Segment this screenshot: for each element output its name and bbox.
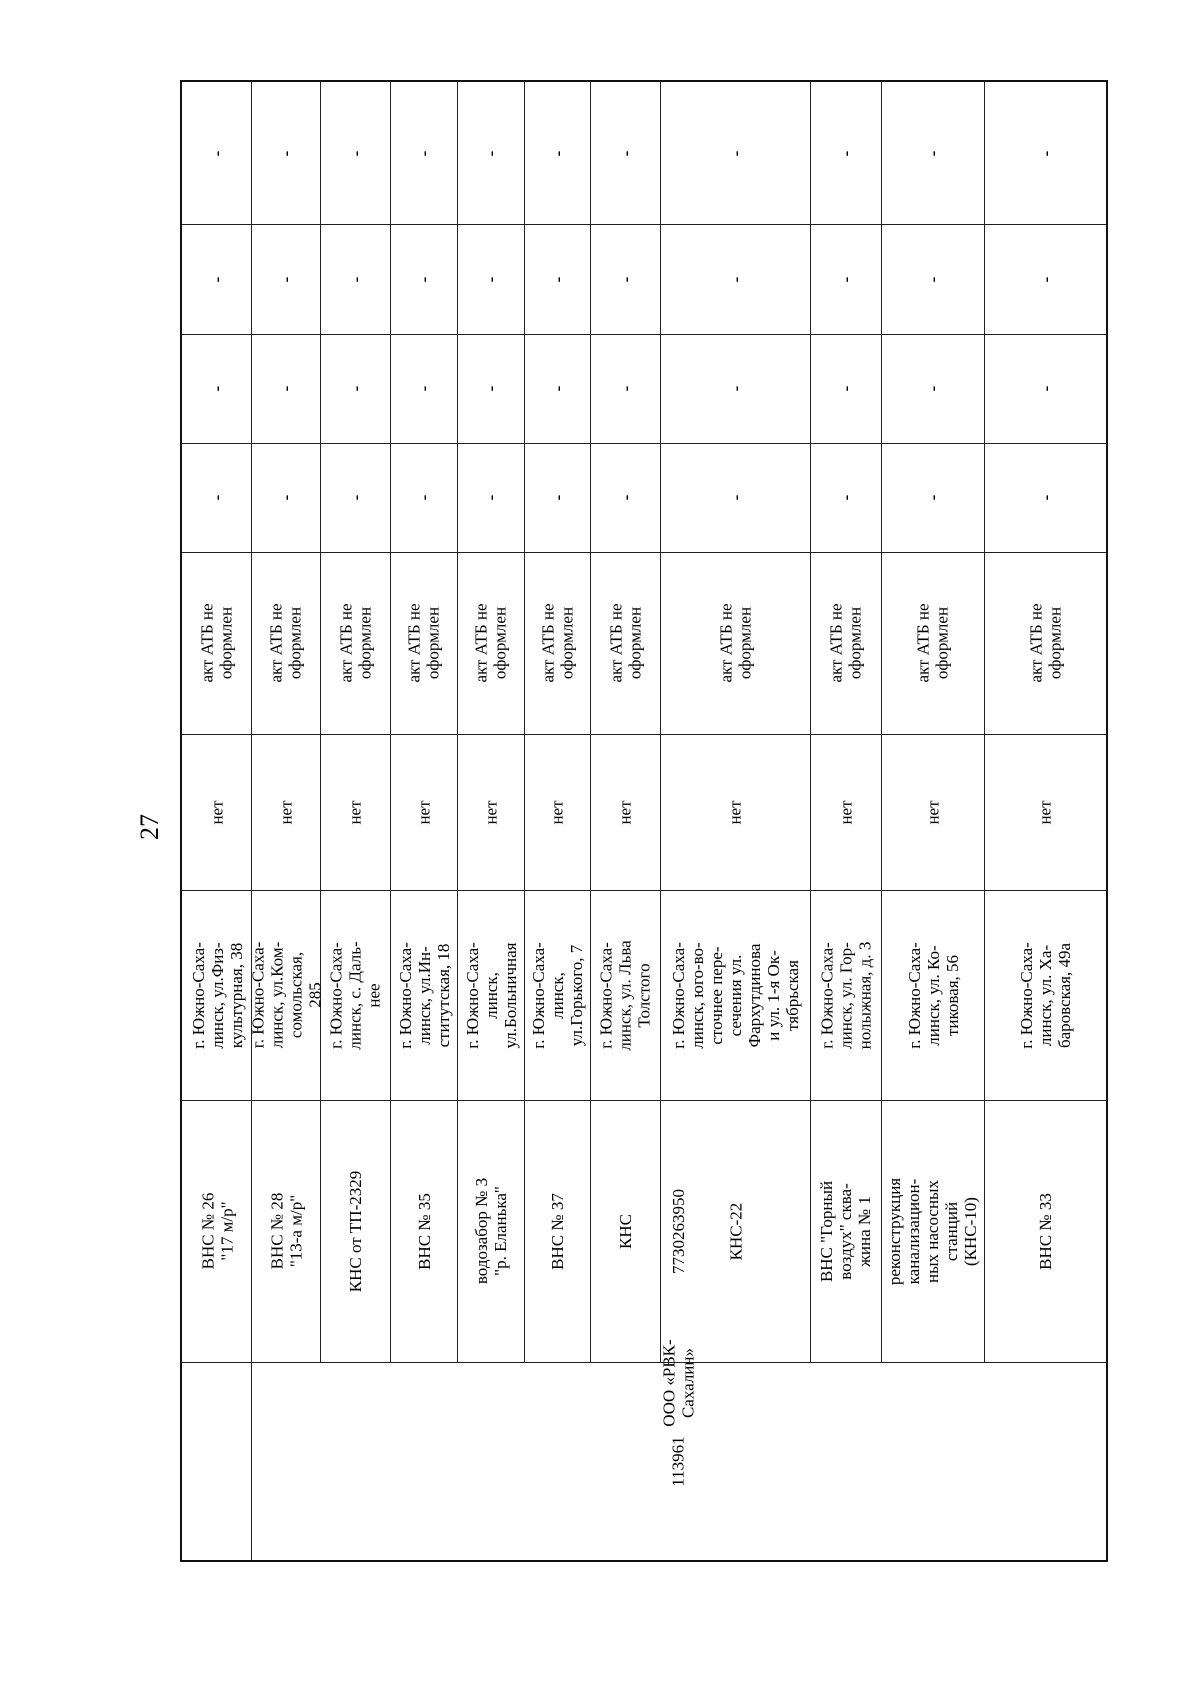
row-0-flag-cell-line: нет xyxy=(207,799,227,825)
row-1-c4-cell xyxy=(252,82,320,224)
row-3-c4-cell-line: - xyxy=(414,150,434,156)
row-9-address-cell-line: тиковая, 56 xyxy=(942,954,962,1036)
row-10-act-cell-line: акт АТБ не xyxy=(1026,603,1046,683)
row-5-c3-cell xyxy=(525,224,590,334)
org-inn-cell-line: 7730263950 xyxy=(669,1188,688,1274)
row-1-c1-cell xyxy=(252,443,320,552)
row-10-c1-cell-line: - xyxy=(1035,494,1055,501)
row-7-address-cell-line: и ул. 1-я Ок- xyxy=(763,949,783,1041)
row-3-object-cell xyxy=(391,1100,457,1362)
row-8-c3-cell xyxy=(811,224,881,334)
row-1-c3-cell xyxy=(252,224,320,334)
row-5-address-cell-line: ул.Горького, 7 xyxy=(567,944,587,1046)
row-5-act-cell-line: акт АТБ не xyxy=(538,603,558,683)
row-10-object-cell xyxy=(985,1100,1106,1362)
row-5-c1-cell-line: - xyxy=(547,494,567,501)
row-8-c1-cell xyxy=(811,443,881,552)
row-10-flag-cell xyxy=(985,734,1106,890)
row-0-c1-cell-line: - xyxy=(207,494,227,501)
row-10-flag-cell-line: нет xyxy=(1035,799,1055,825)
row-10-act-cell xyxy=(985,552,1106,734)
row-3-address-cell-line: г. Южно-Саха- xyxy=(395,941,415,1049)
row-7-address-cell-line: линск, юго-во- xyxy=(687,941,707,1049)
row-4-address-cell-line: линск, xyxy=(481,971,501,1019)
row-8-address-cell xyxy=(811,890,881,1100)
row-9-act-cell-line: оформлен xyxy=(933,606,952,680)
row-8-act-cell-line: акт АТБ не xyxy=(827,603,846,683)
row-4-c1-cell-line: - xyxy=(481,494,501,501)
row-6-c3-cell xyxy=(591,224,660,334)
row-2-c4-cell xyxy=(321,82,390,224)
row-8-address-cell-line: нолыжная, д. 3 xyxy=(855,941,875,1049)
row-2-object-cell-line: КНС от ТП-2329 xyxy=(346,1170,366,1292)
data-table xyxy=(180,80,1108,1562)
row-9-c3-cell-line: - xyxy=(923,276,943,282)
row-9-flag-cell xyxy=(882,734,984,890)
row-6-address-cell-line: линск, ул. Льва xyxy=(616,939,636,1051)
row-1-c2-cell xyxy=(252,334,320,443)
row-2-c4-cell-line: - xyxy=(345,150,365,156)
row-10-c2-cell-line: - xyxy=(1035,385,1055,392)
row-9-object-cell-line: реконструкция xyxy=(885,1177,905,1285)
row-6-c2-cell xyxy=(591,334,660,443)
row-5-c4-cell-line: - xyxy=(547,150,567,156)
row-7-flag-cell xyxy=(661,734,810,890)
row-6-object-cell xyxy=(591,1100,660,1362)
row-6-c2-cell-line: - xyxy=(615,385,635,392)
row-4-flag-cell xyxy=(458,734,524,890)
row-4-object-cell xyxy=(458,1100,524,1362)
row-1-object-cell-line: ВНС № 28 xyxy=(267,1192,286,1270)
row-7-act-cell-line: оформлен xyxy=(735,606,755,680)
row-10-object-cell-line: ВНС № 33 xyxy=(1036,1192,1055,1270)
row-6-act-cell xyxy=(591,552,660,734)
row-3-c2-cell xyxy=(391,334,457,443)
row-3-c2-cell-line: - xyxy=(414,385,434,392)
row-4-object-cell-line: водозабор № 3 xyxy=(472,1177,492,1285)
row-9-address-cell-line: г. Южно-Саха- xyxy=(904,941,924,1049)
row-0-address-cell-line: культурная, 38 xyxy=(226,942,246,1048)
row-9-c1-cell-line: - xyxy=(923,494,943,501)
row-1-c3-cell-line: - xyxy=(276,276,296,282)
row-6-c1-cell-line: - xyxy=(615,494,635,501)
row-2-c1-cell-line: - xyxy=(345,494,365,501)
row-10-c3-cell xyxy=(985,224,1106,334)
row-9-object-cell-line: канализацион- xyxy=(904,1178,924,1284)
row-2-act-cell-line: оформлен xyxy=(355,606,375,680)
row-0-act-cell xyxy=(183,552,251,734)
row-4-c4-cell-line: - xyxy=(481,150,501,156)
row-4-c1-cell xyxy=(458,443,524,552)
row-6-act-cell-line: акт АТБ не xyxy=(606,603,626,683)
row-9-c2-cell-line: - xyxy=(923,385,943,392)
row-5-address-cell-line: г. Южно-Саха- xyxy=(529,941,549,1049)
row-7-act-cell xyxy=(661,552,810,734)
row-9-flag-cell-line: нет xyxy=(923,799,943,825)
row-7-c1-cell-line: - xyxy=(725,494,745,501)
row-9-object-cell-line: ных насосных xyxy=(923,1179,943,1283)
row-6-c4-cell xyxy=(591,82,660,224)
row-8-c2-cell-line: - xyxy=(836,385,856,392)
row-9-c2-cell xyxy=(882,334,984,443)
row-3-c3-cell-line: - xyxy=(414,276,434,282)
row-0-object-cell xyxy=(183,1100,251,1362)
row-8-c3-cell-line: - xyxy=(836,276,856,282)
row-5-object-cell-line: ВНС № 37 xyxy=(548,1192,567,1270)
row-1-act-cell-line: оформлен xyxy=(286,606,305,680)
row-5-address-cell xyxy=(525,890,590,1100)
row-2-address-cell-line: г. Южно-Саха- xyxy=(327,941,346,1049)
row-4-c2-cell-line: - xyxy=(481,385,501,392)
row-6-address-cell-line: г. Южно-Саха- xyxy=(597,941,617,1049)
row-10-c1-cell xyxy=(985,443,1106,552)
row-9-c1-cell xyxy=(882,443,984,552)
row-1-c4-cell-line: - xyxy=(276,150,296,156)
row-4-act-cell-line: оформлен xyxy=(491,606,510,680)
row-7-address-cell-line: г. Южно-Саха- xyxy=(668,941,688,1049)
page-number: 27 xyxy=(135,814,164,840)
row-1-c2-cell-line: - xyxy=(276,385,296,392)
row-6-c1-cell xyxy=(591,443,660,552)
row-3-flag-cell xyxy=(391,734,457,890)
row-0-c1-cell xyxy=(183,443,251,552)
row-10-address-cell xyxy=(985,890,1106,1100)
row-9-object-cell xyxy=(882,1100,984,1362)
org-name-cell xyxy=(251,1339,1106,1427)
row-2-c3-cell-line: - xyxy=(345,276,365,282)
row-3-act-cell-line: акт АТБ не xyxy=(405,603,424,683)
row-6-act-cell-line: оформлен xyxy=(625,606,645,680)
row-7-object-cell-line: КНС-22 xyxy=(726,1202,745,1260)
row-7-address-cell-line: сточнее пере- xyxy=(706,945,726,1045)
row-3-object-cell-line: ВНС № 35 xyxy=(414,1192,434,1270)
row-7-c4-cell xyxy=(661,82,810,224)
row-3-act-cell xyxy=(391,552,457,734)
row-10-address-cell-line: линск, ул. Ха- xyxy=(1035,944,1055,1046)
org-name-cell-line: Сахалин» xyxy=(678,1347,698,1419)
row-8-act-cell-line: оформлен xyxy=(846,606,865,680)
row-2-c2-cell-line: - xyxy=(345,385,365,392)
row-1-address-cell xyxy=(248,890,325,1100)
row-0-c4-cell xyxy=(183,82,251,224)
row-4-flag-cell-line: нет xyxy=(481,799,501,825)
row-7-c1-cell xyxy=(661,443,810,552)
row-7-c3-cell-line: - xyxy=(725,276,745,282)
row-0-c4-cell-line: - xyxy=(207,150,227,156)
row-1-c1-cell-line: - xyxy=(276,494,296,501)
row-5-c3-cell-line: - xyxy=(547,276,567,282)
row-5-c4-cell xyxy=(525,82,590,224)
row-0-c3-cell xyxy=(183,224,251,334)
row-1-flag-cell xyxy=(252,734,320,890)
row-3-act-cell-line: оформлен xyxy=(424,606,443,680)
row-9-c3-cell xyxy=(882,224,984,334)
row-6-c3-cell-line: - xyxy=(615,276,635,282)
row-5-c1-cell xyxy=(525,443,590,552)
row-8-c4-cell-line: - xyxy=(836,150,856,156)
row-0-address-cell-line: г. Южно-Саха- xyxy=(188,941,208,1049)
row-10-c3-cell-line: - xyxy=(1035,276,1055,282)
row-8-flag-cell xyxy=(811,734,881,890)
row-7-c2-cell-line: - xyxy=(725,385,745,392)
row-3-address-cell xyxy=(391,890,457,1100)
row-2-c2-cell xyxy=(321,334,390,443)
row-0-address-cell-line: линск, ул.Физ- xyxy=(207,941,227,1049)
row-1-object-cell-line: "13-а м/р" xyxy=(286,1194,305,1268)
row-9-address-cell-line: линск, ул. Ко- xyxy=(923,944,943,1046)
row-4-address-cell-line: г. Южно-Саха- xyxy=(462,941,482,1049)
row-2-flag-cell-line: нет xyxy=(345,799,365,825)
org-id-cell-line: 113961 xyxy=(669,1435,688,1487)
row-5-address-cell-line: линск, xyxy=(548,971,568,1019)
row-5-flag-cell xyxy=(525,734,590,890)
row-6-flag-cell-line: нет xyxy=(615,799,635,825)
row-0-act-cell-line: акт АТБ не xyxy=(198,603,217,683)
row-1-flag-cell-line: нет xyxy=(276,799,296,825)
row-1-act-cell xyxy=(252,552,320,734)
row-8-object-cell-line: воздух" сква- xyxy=(836,1182,856,1280)
row-6-c4-cell-line: - xyxy=(615,150,635,156)
row-3-c4-cell xyxy=(391,82,457,224)
row-10-address-cell-line: баровская, 49а xyxy=(1054,942,1074,1048)
row-2-object-cell xyxy=(321,1100,390,1362)
row-1-address-cell-line: сомольская, xyxy=(286,951,306,1039)
row-1-act-cell-line: акт АТБ не xyxy=(267,603,286,683)
row-4-address-cell xyxy=(458,890,524,1100)
row-8-flag-cell-line: нет xyxy=(836,799,856,825)
row-6-address-cell-line: Толстого xyxy=(635,962,655,1028)
row-10-address-cell-line: г. Южно-Саха- xyxy=(1016,941,1036,1049)
row-9-address-cell xyxy=(882,890,984,1100)
row-7-object-cell xyxy=(661,1100,810,1362)
row-8-address-cell-line: линск, ул. Гор- xyxy=(836,941,856,1049)
row-7-flag-cell-line: нет xyxy=(725,799,745,825)
row-1-address-cell-line: 285 xyxy=(305,982,325,1008)
row-9-c4-cell xyxy=(882,82,984,224)
row-6-address-cell xyxy=(591,890,660,1100)
row-4-act-cell xyxy=(458,552,524,734)
row-9-act-cell xyxy=(882,552,984,734)
row-5-act-cell-line: оформлен xyxy=(557,606,577,680)
row-9-object-cell-line: станций xyxy=(942,1201,962,1261)
row-0-flag-cell xyxy=(183,734,251,890)
row-3-address-cell-line: линск, ул.Ин- xyxy=(414,945,434,1045)
row-7-address-cell-line: сечения ул. xyxy=(725,954,745,1036)
row-7-address-cell xyxy=(661,890,810,1100)
row-0-object-cell-line: ВНС № 26 xyxy=(198,1192,217,1270)
row-8-object-cell-line: жина № 1 xyxy=(855,1195,875,1267)
row-4-act-cell-line: акт АТБ не xyxy=(472,603,491,683)
row-2-c1-cell xyxy=(321,443,390,552)
row-4-c3-cell xyxy=(458,224,524,334)
row-10-act-cell-line: оформлен xyxy=(1045,606,1065,680)
row-6-flag-cell xyxy=(591,734,660,890)
row-4-c2-cell xyxy=(458,334,524,443)
row-4-c4-cell xyxy=(458,82,524,224)
row-5-c2-cell-line: - xyxy=(547,385,567,392)
row-3-flag-cell-line: нет xyxy=(414,799,434,825)
row-2-address-cell-line: линск, с. Даль- xyxy=(346,940,365,1050)
row-1-object-cell xyxy=(252,1100,320,1362)
row-8-c1-cell-line: - xyxy=(836,494,856,501)
row-7-act-cell-line: акт АТБ не xyxy=(716,603,736,683)
row-8-c4-cell xyxy=(811,82,881,224)
row-7-address-cell-line: тябрьская xyxy=(782,959,802,1031)
row-9-object-cell-line: (КНС-10) xyxy=(961,1196,981,1266)
row-9-c4-cell-line: - xyxy=(923,150,943,156)
row-5-c2-cell xyxy=(525,334,590,443)
row-2-act-cell-line: акт АТБ не xyxy=(336,603,356,683)
row-0-c2-cell-line: - xyxy=(207,385,227,392)
row-8-object-cell xyxy=(811,1100,881,1362)
row-1-address-cell-line: линск, ул.Ком- xyxy=(267,941,287,1049)
row-0-act-cell-line: оформлен xyxy=(217,606,236,680)
row-3-c3-cell xyxy=(391,224,457,334)
row-4-object-cell-line: "р. Еланька" xyxy=(491,1186,511,1276)
row-5-flag-cell-line: нет xyxy=(547,799,567,825)
row-7-c3-cell xyxy=(661,224,810,334)
row-7-c4-cell-line: - xyxy=(725,150,745,156)
row-2-act-cell xyxy=(321,552,390,734)
row-6-object-cell-line: КНС xyxy=(616,1213,635,1249)
row-7-c2-cell xyxy=(661,334,810,443)
row-9-act-cell-line: акт АТБ не xyxy=(914,603,933,683)
row-8-object-cell-line: ВНС "Горный xyxy=(817,1180,837,1282)
row-8-address-cell-line: г. Южно-Саха- xyxy=(817,941,837,1049)
row-5-act-cell xyxy=(525,552,590,734)
row-0-c3-cell-line: - xyxy=(207,276,227,282)
row-2-address-cell-line: нее xyxy=(365,982,384,1008)
row-0-c2-cell xyxy=(183,334,251,443)
row-3-c1-cell xyxy=(391,443,457,552)
row-8-act-cell xyxy=(811,552,881,734)
row-4-address-cell-line: ул.Больничная xyxy=(500,942,520,1048)
row-0-address-cell xyxy=(183,890,251,1100)
row-5-object-cell xyxy=(525,1100,590,1362)
row-2-c3-cell xyxy=(321,224,390,334)
row-3-c1-cell-line: - xyxy=(414,494,434,501)
row-4-c3-cell-line: - xyxy=(481,276,501,282)
row-2-address-cell xyxy=(321,890,390,1100)
row-8-c2-cell xyxy=(811,334,881,443)
row-10-c4-cell xyxy=(985,82,1106,224)
org-name-cell-line: ООО «РВК- xyxy=(659,1339,679,1427)
row-0-object-cell-line: "17 м/р" xyxy=(217,1201,236,1261)
row-2-flag-cell xyxy=(321,734,390,890)
row-7-address-cell-line: Фархутдинова xyxy=(744,943,764,1047)
row-10-c2-cell xyxy=(985,334,1106,443)
row-10-c4-cell-line: - xyxy=(1035,150,1055,156)
row-1-address-cell-line: г. Южно-Саха- xyxy=(248,941,268,1049)
row-3-address-cell-line: ститутская, 18 xyxy=(433,943,453,1047)
